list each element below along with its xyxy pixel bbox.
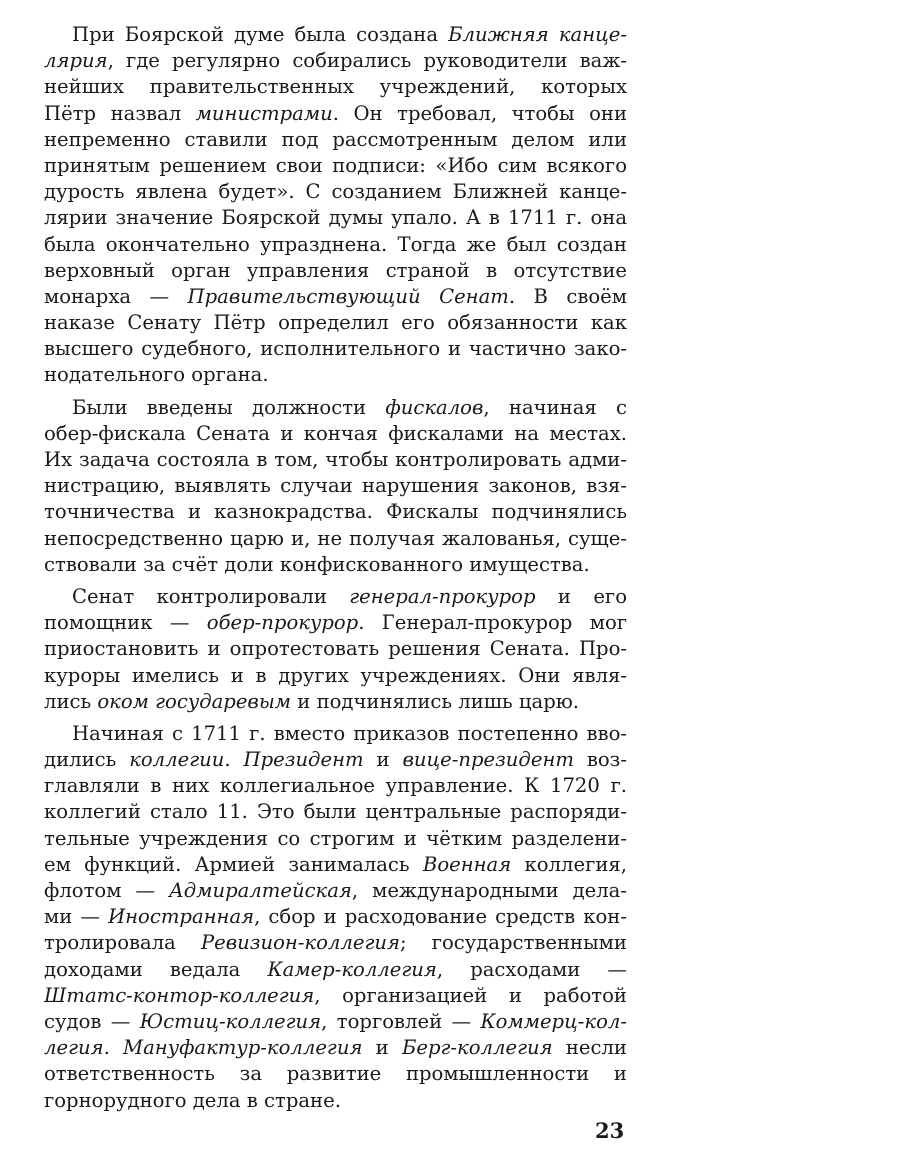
text-run: горнорудного дела в стране. [44, 1088, 341, 1112]
italic-term: Мануфактур-коллегия [123, 1036, 363, 1060]
text-run: ем функций. Армией занималась [44, 852, 423, 876]
text-run: тролировала [44, 931, 201, 955]
italic-term: легия [44, 1036, 104, 1060]
text-line [44, 552, 627, 578]
text-run: главляли в них коллегиальное управление. К 1720 г. [44, 774, 627, 798]
text-run: Начиная с 1711 г. вместо приказов постепенно вво- [72, 721, 627, 745]
italic-term: лярия [44, 49, 108, 73]
text-run: непосредственно царю и, не получая жалованья, суще- [44, 526, 627, 550]
text-line [44, 663, 627, 689]
text-run: верховный орган управления страной в отсутствие [44, 258, 627, 282]
text-line [44, 526, 627, 552]
text-line [44, 232, 627, 258]
text-run: , начиная с [483, 395, 628, 419]
italic-term: Ближняя канце- [448, 23, 627, 46]
text-run: Сенат контролировали [72, 584, 350, 608]
text-run: , международными дела- [351, 879, 627, 902]
text-run: нодательного органа. [44, 363, 269, 387]
text-line [44, 499, 627, 525]
text-line [44, 179, 627, 205]
italic-term: Камер-коллегия [267, 957, 437, 981]
text-line [44, 584, 627, 610]
text-run: ответственность за развитие промышленности и [44, 1062, 627, 1086]
text-run: принятым решением свои подписи: «Ибо сим всякого [44, 153, 627, 177]
text-run: , организацией и работой [314, 983, 627, 1007]
text-line [44, 747, 627, 773]
paragraph [44, 721, 627, 1114]
text-run: . Он требовал, чтобы они [332, 101, 627, 125]
text-run: несли [552, 1036, 627, 1060]
text-line [44, 258, 627, 284]
text-run: тельные учреждения со строгим и чётким разделени- [44, 826, 627, 850]
text-line [44, 799, 627, 825]
text-run: ; государственными [399, 931, 627, 955]
italic-term: Берг-коллегия [401, 1036, 553, 1060]
text-line [44, 421, 627, 447]
text-line [44, 205, 627, 231]
text-run: . Генерал-прокурор мог [358, 611, 628, 635]
italic-term: Ревизион-коллегия [200, 931, 400, 955]
page-body [44, 22, 627, 1114]
text-line [44, 689, 627, 715]
text-run: судов — [44, 1009, 140, 1033]
text-line [44, 826, 627, 852]
text-line [44, 1061, 627, 1087]
text-run: нейших правительственных учреждений, которых [44, 75, 627, 99]
text-line [44, 473, 627, 499]
text-run: точничества и казнокрадства. Фискалы подчинялись [44, 500, 627, 524]
italic-term: фискалов [385, 395, 484, 419]
paragraph [44, 395, 627, 578]
text-run: и подчинялись лишь царю. [291, 689, 580, 713]
text-line [44, 362, 627, 388]
italic-term: Президент [243, 748, 364, 772]
italic-term: генерал-прокурор [349, 584, 536, 608]
italic-term: Юстиц-коллегия [139, 1009, 322, 1033]
text-run: коллегия, [511, 852, 627, 876]
text-run: и его [535, 584, 627, 608]
text-run: Пётр назвал [44, 101, 196, 125]
text-run: . В своём [508, 284, 627, 308]
italic-term: вице-президент [402, 748, 574, 772]
text-run: монарха — [44, 284, 188, 308]
text-line [44, 1009, 627, 1035]
text-run: дурость явлена будет». С созданием Ближней канце- [44, 180, 627, 204]
text-run: ствовали за счёт доли конфискованного имущества. [44, 552, 590, 576]
text-run: и [363, 748, 403, 772]
text-run: ми — [44, 905, 109, 929]
text-run: . [224, 748, 244, 772]
italic-term: Коммерц-кол- [480, 1009, 627, 1033]
text-run: дились [44, 748, 130, 772]
italic-term: Иностранная [108, 905, 255, 929]
text-run: высшего судебного, исполнительного и частично зако- [44, 337, 627, 361]
text-line [44, 610, 627, 636]
text-line [44, 983, 627, 1009]
text-run: помощник — [44, 611, 207, 635]
text-line [44, 395, 627, 421]
text-run: непременно ставили под рассмотренным делом или [44, 127, 627, 151]
italic-term: оком государевым [97, 689, 292, 713]
text-run: обер-фискала Сената и кончая фискалами на местах. [44, 421, 627, 445]
text-line [44, 1035, 627, 1061]
text-run: коллегий стало 11. Это были центральные распоряди- [44, 800, 627, 824]
text-run: наказе Сенату Пётр определил его обязанности как [44, 311, 627, 335]
text-run: флотом — [44, 879, 169, 902]
italic-term: Военная [422, 852, 512, 876]
text-run: доходами ведала [44, 957, 268, 981]
text-run: куроры имелись и в других учреждениях. Они явля- [44, 663, 627, 687]
text-line [44, 153, 627, 179]
italic-term: коллегии [129, 748, 225, 772]
text-run: Их задача состояла в том, чтобы контролировать адми- [44, 448, 627, 471]
text-line [44, 48, 627, 74]
text-line [44, 284, 627, 310]
italic-term: обер-прокурор [206, 611, 359, 635]
text-run: приостановить и опротестовать решения Сената. Про- [44, 637, 627, 661]
text-line [44, 878, 627, 904]
text-line [44, 930, 627, 956]
italic-term: Правительствующий Сенат [187, 284, 509, 308]
text-line [44, 127, 627, 153]
text-run: лярии значение Боярской думы упало. А в 1711 г. она [44, 206, 627, 230]
page-number: 23 [595, 1118, 625, 1143]
text-line [44, 773, 627, 799]
italic-term: министрами [195, 101, 333, 125]
text-line [44, 957, 627, 983]
text-run: , торговлей — [321, 1009, 481, 1033]
paragraph [44, 584, 627, 715]
text-line [44, 447, 627, 473]
text-line [44, 22, 627, 48]
text-line [44, 852, 627, 878]
text-run: и [362, 1036, 402, 1060]
text-run: воз- [573, 748, 627, 772]
italic-term: Штатс-контор-коллегия [44, 983, 315, 1007]
text-line [44, 636, 627, 662]
text-run: лись [44, 689, 98, 713]
text-run: Были введены должности [72, 395, 386, 419]
text-run: . [103, 1036, 124, 1060]
text-run: , сбор и расходование средств кон- [254, 905, 627, 929]
paragraph [44, 22, 627, 389]
text-run: При Боярской думе была создана [72, 23, 449, 46]
text-line [44, 336, 627, 362]
text-line [44, 310, 627, 336]
text-line [44, 721, 627, 747]
text-run: , расходами — [436, 957, 628, 981]
text-line [44, 904, 627, 930]
text-run: , где регулярно собирались руководители важ- [107, 49, 627, 73]
text-run: нистрацию, выявлять случаи нарушения законов, взя- [44, 474, 627, 498]
text-line [44, 74, 627, 100]
text-line [44, 1088, 627, 1114]
text-run: была окончательно упразднена. Тогда же был создан [44, 232, 627, 256]
italic-term: Адмиралтейская [168, 879, 352, 902]
text-line [44, 101, 627, 127]
